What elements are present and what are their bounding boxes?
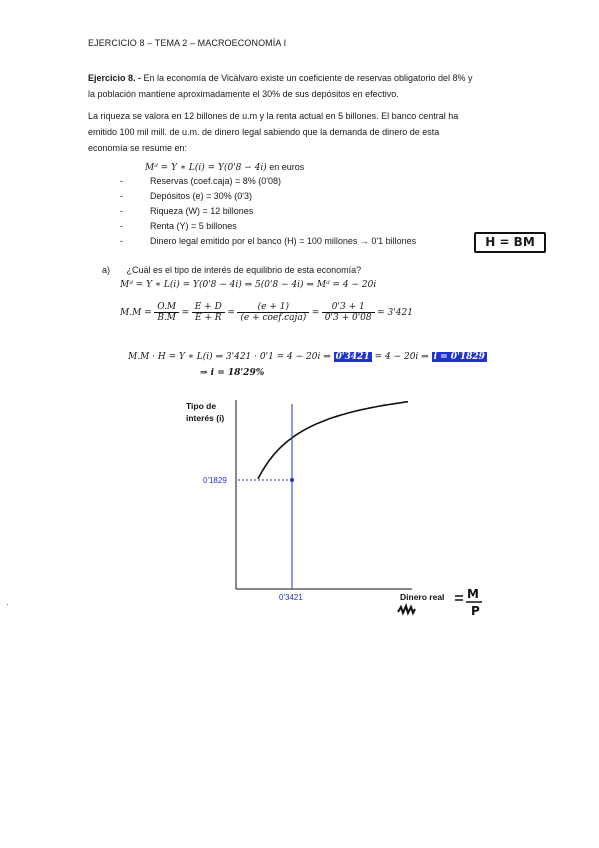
- demand-suffix: en euros: [266, 162, 305, 172]
- page-header: EJERCICIO 8 – TEMA 2 – MACROECONOMÍA I: [88, 38, 287, 48]
- stray-mark: ·: [6, 600, 9, 609]
- equilibrium-y-label: 0'1829: [203, 476, 227, 485]
- question-text: ¿Cuál es el tipo de interés de equilibrio de esta economía?: [126, 265, 362, 275]
- equation-1: Mᵈ = Y ∗ L(i) = Y(0'8 − 4i) ⇒ 5(0'8 − 4i) ⇒ Mᵈ = 4 − 20i: [120, 280, 377, 290]
- money-multiplier-equation: M.M = $\frac{O.M}{B.M}$ = $\frac{E + D}{E + R}$ = $\frac{(e + 1)}{\text{(e + coef.caja)}}$ = $\frac{0'3 + 1}{0'3 + 0'08}$ = 3'421: [120, 302, 413, 323]
- highlight-interest: i = 0'1829: [433, 352, 485, 362]
- para2-line-3: economía se resume en:: [88, 143, 188, 153]
- intro-text: En la economía de Vicálvaro existe un coeficiente de reservas obligatorio del 8% y: [141, 73, 473, 83]
- scribble-mark: [398, 606, 415, 613]
- para2-line-1: La riqueza se valora en 12 billones de u.m y la renta actual en 5 billones. El banco central ha: [88, 111, 459, 121]
- x-label-note-den: P: [471, 604, 480, 618]
- x-axis-label: Dinero real: [400, 592, 445, 602]
- highlight-03421: 0'3421: [335, 352, 370, 362]
- intro-line-2: la población mantiene aproximadamente el 30% de sus depósitos en efectivo.: [88, 89, 399, 99]
- exercise-label: Ejercicio 8. -: [88, 73, 142, 83]
- fraction-e-coef: $\frac{(e + 1)}{\text{(e + coef.caja)}}$: [237, 302, 309, 323]
- y-axis-label-line2: interés (i): [186, 413, 225, 423]
- x-label-note-num: M: [467, 587, 479, 601]
- equation-3: M.M · H = Y ∗ L(i) ⇒ 3'421 · 0'1 = 4 − 20i ⇒ 0'3421 = 4 − 20i ⇒ i = 0'1829: [128, 352, 485, 362]
- demand-formula: Mᵈ = Y ∗ L(i) = Y(0'8 − 4i): [145, 163, 267, 173]
- question-label: a): [102, 265, 111, 275]
- mm-lhs: M.M =: [120, 307, 152, 318]
- money-demand-curve: [258, 402, 408, 479]
- y-axis-label-line1: Tipo de: [186, 401, 217, 411]
- equilibrium-point: [290, 478, 294, 482]
- mm-result: = 3'421: [377, 307, 413, 318]
- equilibrium-x-label: 0'3421: [279, 593, 303, 602]
- fraction-om-bm: $\frac{O.M}{B.M}$: [154, 302, 179, 323]
- fraction-ed-er: $\frac{E + D}{E + R}$: [192, 302, 225, 323]
- handwritten-note-box: H = BM: [474, 232, 546, 253]
- para2-line-2: emitido 100 mil mill. de u.m. de dinero legal sabiendo que la demanda de dinero de esta: [88, 127, 440, 137]
- equation-4: ⇒ i = 18'29%: [200, 368, 265, 378]
- fraction-numeric: $\frac{0'3 + 1}{0'3 + 0'08}$: [322, 302, 375, 323]
